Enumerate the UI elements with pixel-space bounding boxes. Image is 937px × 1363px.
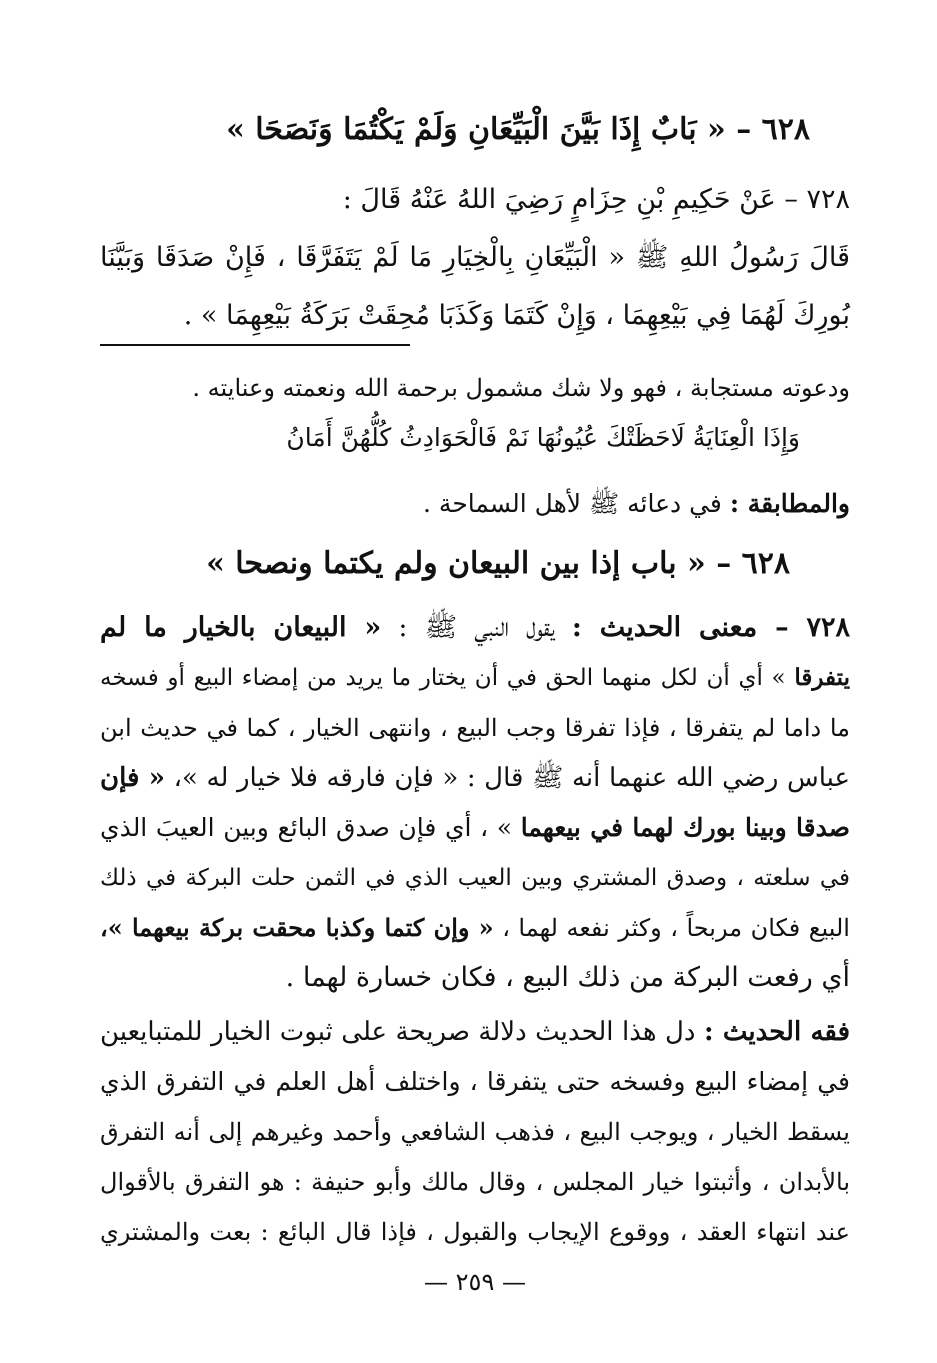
page-number: — ٢٥٩ — (424, 1268, 526, 1296)
meaning-text: البيع فكان مربحاً ، وكثر نفعه لهما ، (502, 914, 850, 942)
meaning-line: ما داما لم يتفرقا ، فإذا تفرقا وجب البيع ، وانتهى الخيار ، كما في حديث ابن (100, 714, 850, 742)
meaning-quote: « وإن كتما وكذبا محقت بركة بيعهما »، (100, 913, 494, 942)
section-title: ٦٢٨ – « باب إذا بين البيعان ولم يكتما ونصحا » (206, 546, 790, 581)
hadith-line: ٧٢٨ – عَنْ حَكِيمِ بْنِ حِزَامٍ رَضِيَ اللهُ عَنْهُ قَالَ : (342, 184, 850, 215)
poetry-verse: وَإِذَا الْعِنَايَةُ لَاحَظَتْكَ عُيُونُهَا نَمْ فَالْحَوَادِثُ كُلُّهُنَّ أَمَانُ (286, 423, 800, 452)
footnote-divider (100, 344, 410, 346)
meaning-quote: « البيعان بالخيار ما لم (100, 612, 382, 643)
meaning-text: يقول النبي ﷺ : (398, 612, 555, 643)
fiqh-text: دل هذا الحديث دلالة صريحة على ثبوت الخيار للمتبايعين (100, 1017, 696, 1047)
fiqh-line: في إمضاء البيع وفسخه حتى يتفرقا ، واختلف أهل العلم في التفرق الذي (100, 1067, 850, 1096)
meaning-line (100, 758, 850, 798)
meaning-quote: « فإن (100, 763, 166, 793)
fiqh-line: عند انتهاء العقد ، ووقوع الإيجاب والقبول ، فإذا قال البائع : بعت والمشتري (100, 1218, 850, 1246)
meaning-label: ٧٢٨ – معنى الحديث : (571, 612, 850, 643)
meaning-line: أي رفعت البركة من ذلك البيع ، فكان خسارة لهما . (285, 962, 850, 993)
hadith-line: قَالَ رَسُولُ اللهِ ﷺ « الْبَيِّعَانِ بِالْخِيَارِ مَا لَمْ يَتَفَرَّقَا ، فَإِنْ صَدَقَا وَبَيَّنَا (100, 242, 850, 273)
meaning-quote: يتفرقا (794, 664, 850, 691)
fiqh-label: فقه الحديث : (704, 1017, 850, 1047)
mutabaqa-line (423, 484, 850, 524)
meaning-text: » ، أي فإن صدق البائع وبين العيبَ الذي (100, 813, 513, 842)
meaning-line (100, 658, 850, 698)
meaning-text: عباس رضي الله عنهما أنه ﷺ قال : « فإن فارقه فلا خيار له »، (173, 763, 851, 793)
footnote-line: ودعوته مستجابة ، فهو ولا شك مشمول برحمة الله ونعمته وعنايته . (192, 374, 850, 402)
mutabaqa-text: في دعائه ﷺ لأهل السماحة . (423, 489, 722, 518)
meaning-quote: صدقا وبينا بورك لهما في بيعهما (520, 813, 850, 842)
meaning-line (100, 608, 850, 648)
fiqh-line: بالأبدان ، وأثبتوا خيار المجلس ، وقال مالك وأبو حنيفة : هو التفرق بالأقوال (100, 1168, 850, 1196)
meaning-text: » أي أن لكل منهما الحق في أن يختار ما يريد من إمضاء البيع أو فسخه (100, 665, 786, 691)
hadith-line: بُورِكَ لَهُمَا فِي بَيْعِهِمَا ، وَإِنْ كَتَمَا وَكَذَبَا مُحِقَتْ بَرَكَةُ بَيْعِهِمَا » . (183, 300, 850, 331)
mutabaqa-label: والمطابقة : (729, 489, 850, 518)
hadith-chapter-title: ٦٢٨ – « بَابٌ إِذَا بَيَّنَ الْبَيِّعَانِ وَلَمْ يَكْتُمَا وَنَصَحَا » (226, 112, 810, 147)
meaning-line: في سلعته ، وصدق المشتري وبين العيب الذي في الثمن حلت البركة في ذلك (100, 865, 850, 891)
fiqh-line: يسقط الخيار ، ويوجب البيع ، فذهب الشافعي وأحمد وغيرهم إلى أنه التفرق (100, 1118, 850, 1146)
meaning-line (100, 908, 850, 948)
fiqh-line (100, 1012, 850, 1052)
meaning-line (100, 808, 850, 848)
